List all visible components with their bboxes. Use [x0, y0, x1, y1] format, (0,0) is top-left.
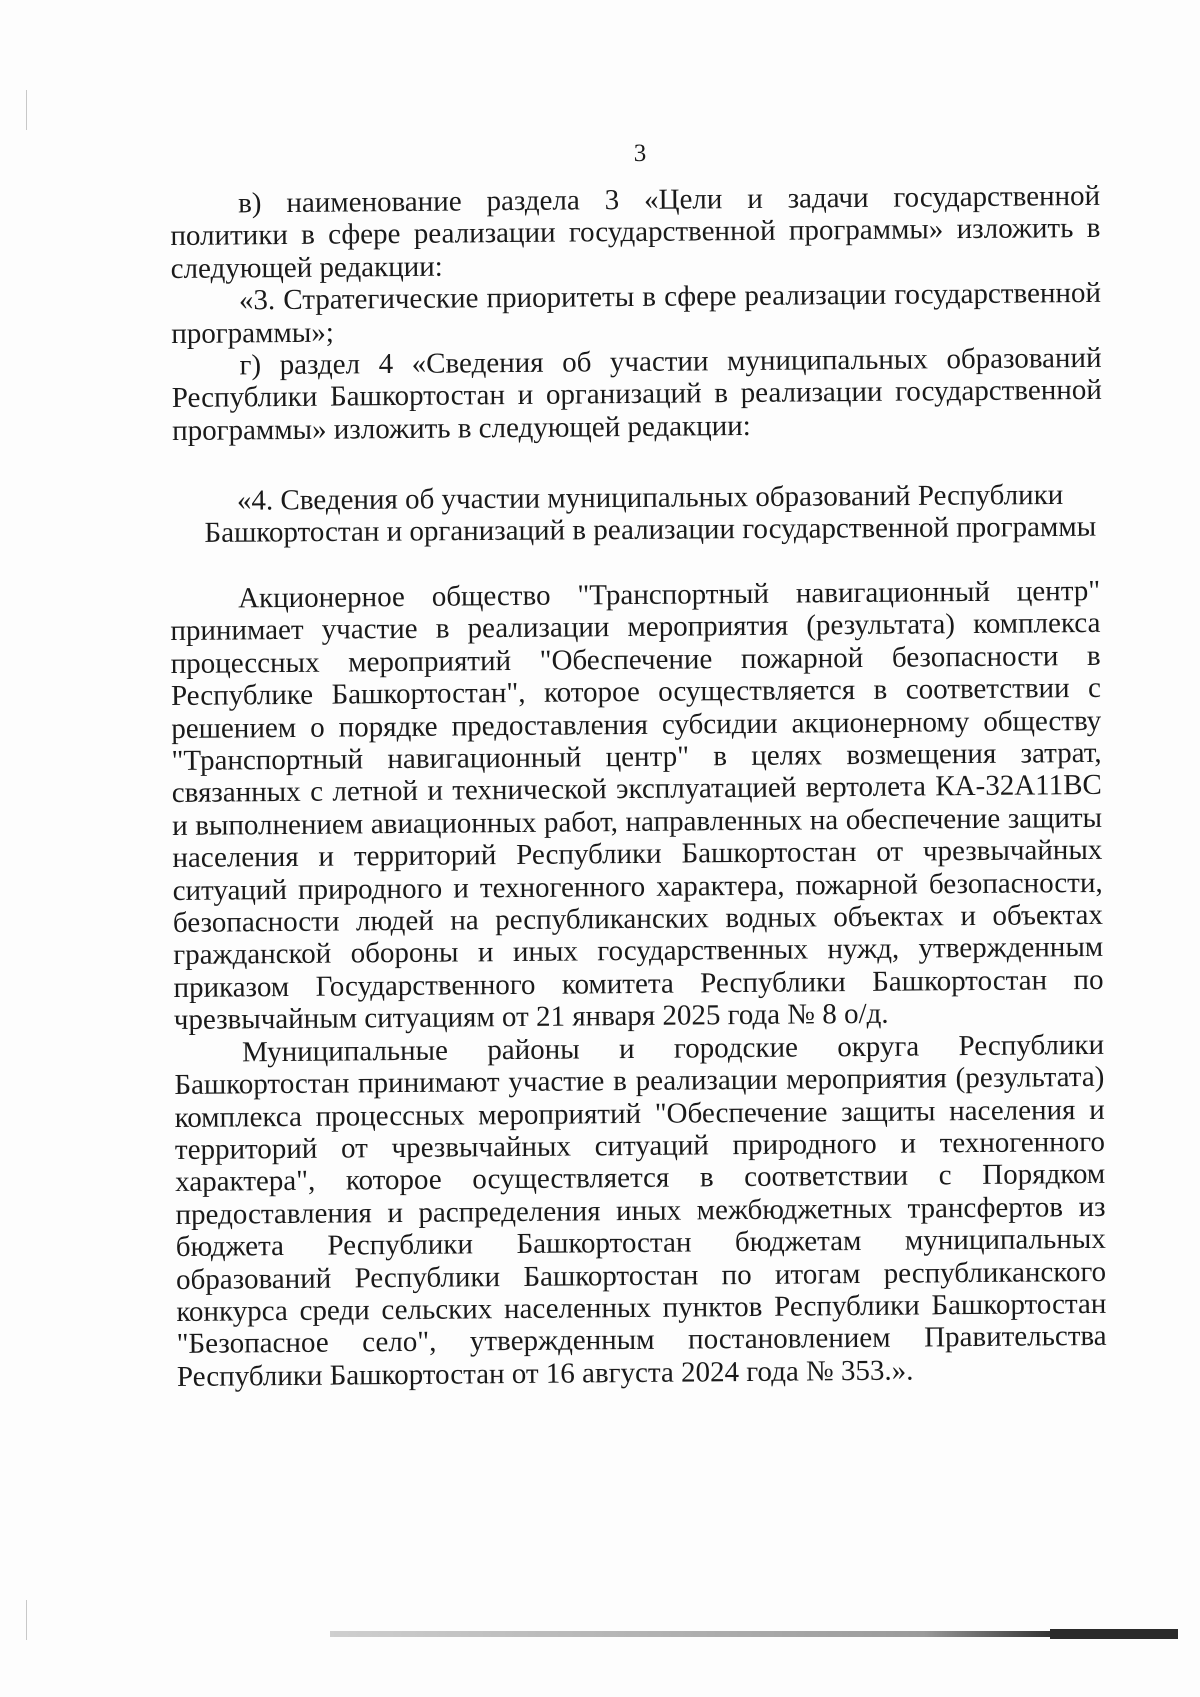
section-heading-line-1: «4. Сведения об участии муниципальных образований Республики	[236, 478, 1064, 517]
section-body	[170, 575, 1107, 1393]
paragraph-item-v: в) наименование раздела 3 «Цели и задачи государственной политики в сфере реализации государственной программы» изложить в следующей редакции:	[170, 179, 1101, 285]
paragraph-item-g: г) раздел 4 «Сведения об участии муниципальных образований Республики Башкортостан и организаций в реализации государственной программы» изложить в следующей редакции:	[171, 341, 1102, 447]
scan-edge-mark	[26, 1600, 27, 1640]
section-heading-line-2: Башкортостан и организаций в реализации государственной программы	[204, 511, 1097, 550]
page-number: 3	[633, 140, 647, 167]
amendment-text-top	[170, 180, 1102, 447]
paragraph-joint-stock-company: Акционерное общество "Транспортный навигационный центр" принимает участие в реализации мероприятия (результата) комплекса процессных мероприятий "Обеспечение пожарной безопасности в Республике Башкортостан", которое осуществляется в соответствии с решением о порядке предоставления субсидии акционерному обществу "Транспортный навигационный центр" в целях возмещения затрат, связанных с летной и технической эксплуатацией вертолета КА-32А11ВС и выполнением авиационных работ, направленных на обеспечение защиты населения и территорий Республики Башкортостан от чрезвычайных ситуаций природного и техногенного характера, пожарной безопасности, безопасности людей на республиканских водных объектах и объектах гражданской обороны и иных государственных нужд, утвержденным приказом Государственного комитета Республики Башкортостан по чрезвычайным ситуациям от 21 января 2025 года № 8 о/д.	[170, 574, 1104, 1037]
paragraph-municipal-districts: Муниципальные районы и городские округа Республики Башкортостан принимают участие в реализации мероприятия (результата) комплекса процессных мероприятий "Обеспечение защиты населения и территорий от чрезвычайных ситуаций природного и техногенного характера", которое осуществляется в соответствии с Порядком предоставления и распределения иных межбюджетных трансфертов из бюджета Республики Башкортостан бюджетам муниципальных образований Республики Башкортостан по итогам республиканского конкурса среди сельских населенных пунктов Республики Башкортостан "Безопасное село", утвержденным постановлением Правительства Республики Башкортостан от 16 августа 2024 года № 353.».	[174, 1028, 1107, 1393]
scan-bottom-edge-dark	[1050, 1629, 1178, 1639]
section-heading	[190, 479, 1110, 550]
paragraph-section3-title: «3. Стратегические приоритеты в сфере реализации государственной программы»;	[171, 277, 1102, 350]
scan-edge-mark	[26, 90, 27, 130]
